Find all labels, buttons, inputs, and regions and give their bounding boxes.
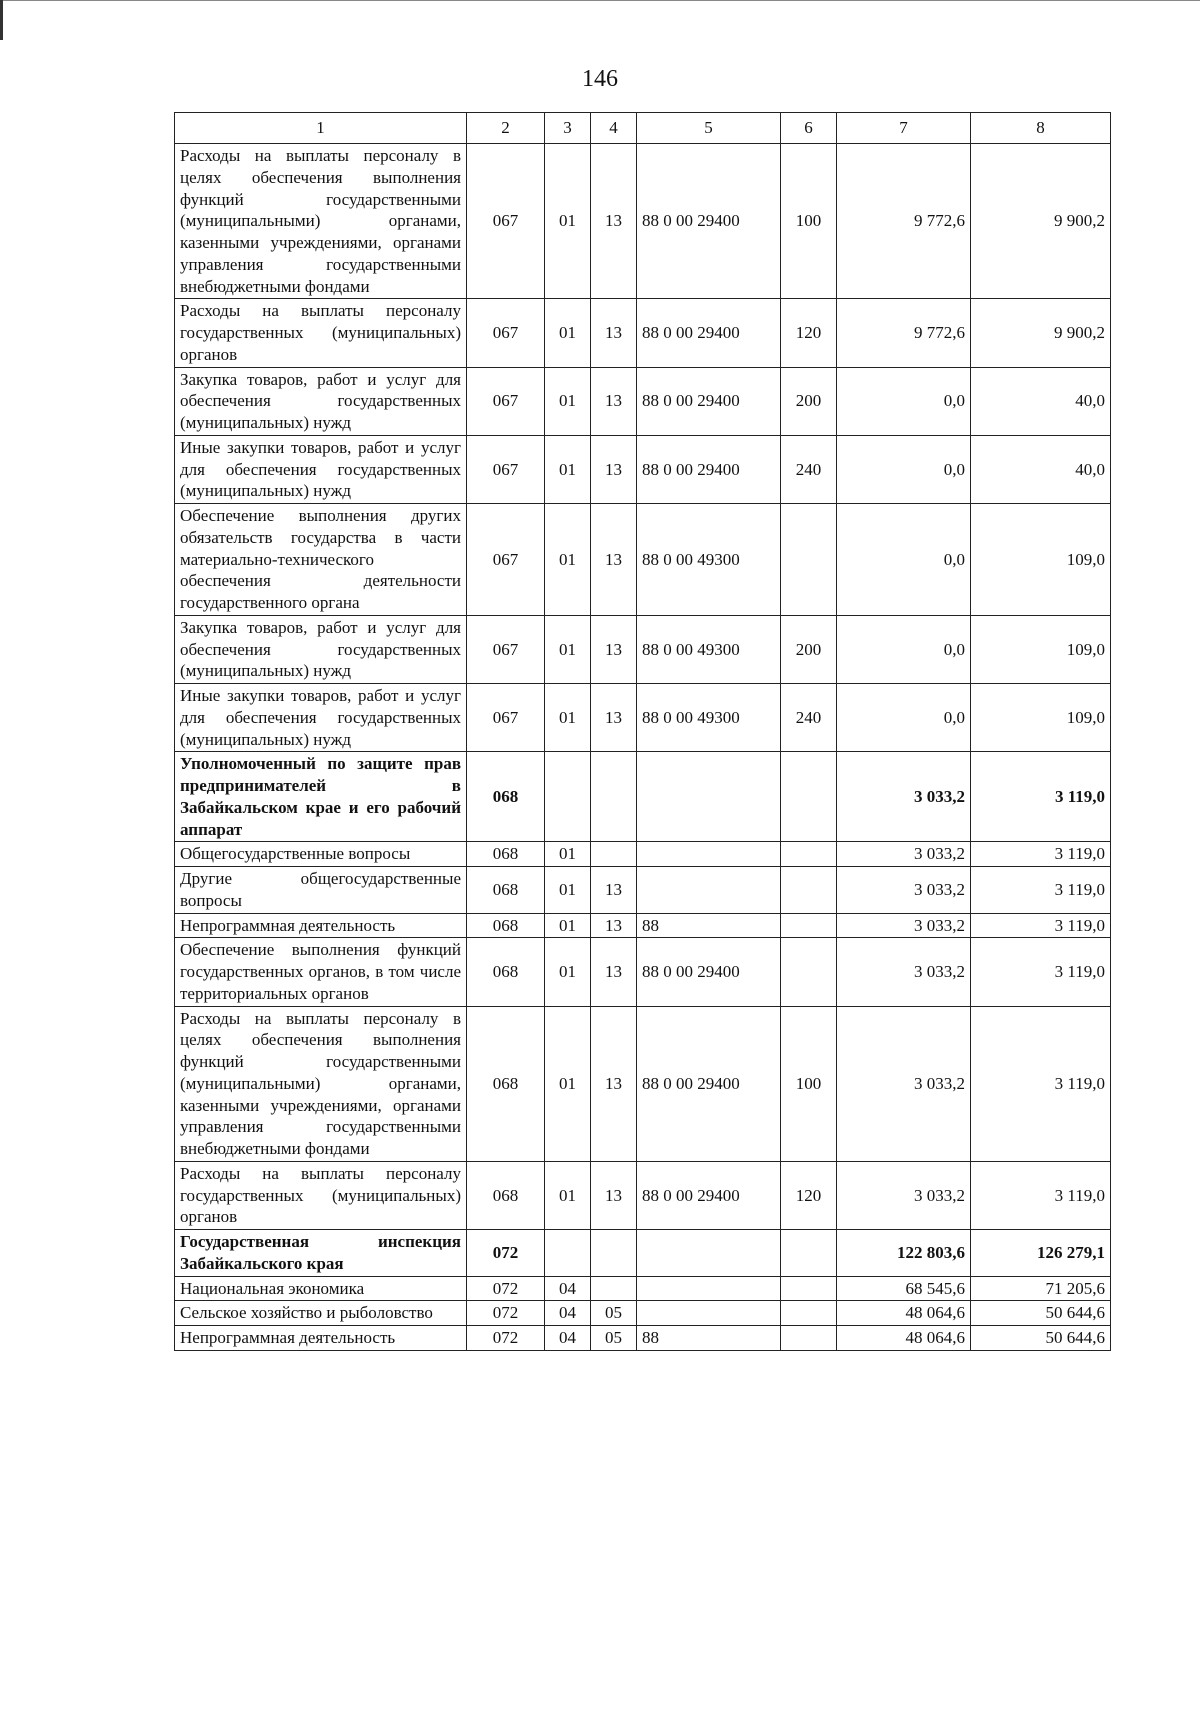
row-col-7: 3 033,2: [837, 938, 971, 1006]
page-number: 146: [582, 66, 618, 92]
row-name: Национальная экономика: [175, 1276, 467, 1301]
row-col-7: 0,0: [837, 367, 971, 435]
row-col-6: 200: [781, 615, 837, 683]
table-row: [175, 913, 1111, 938]
header-col-2: 2: [467, 113, 545, 144]
row-name: Непрограммная деятельность: [175, 1326, 467, 1351]
row-col-6: 120: [781, 299, 837, 367]
table-row-section-header: [175, 752, 1111, 842]
row-col-4: 13: [591, 367, 637, 435]
row-name: Сельское хозяйство и рыболовство: [175, 1301, 467, 1326]
row-col-6: [781, 1301, 837, 1326]
row-col-3: [545, 1230, 591, 1277]
row-col-7: 9 772,6: [837, 144, 971, 299]
row-col-4: 05: [591, 1326, 637, 1351]
row-col-3: 01: [545, 615, 591, 683]
table-row: [175, 1301, 1111, 1326]
row-col-8: 40,0: [971, 367, 1111, 435]
table-row: [175, 684, 1111, 752]
row-col-2: 068: [467, 913, 545, 938]
header-col-4: 4: [591, 113, 637, 144]
header-col-7: 7: [837, 113, 971, 144]
row-col-3: [545, 752, 591, 842]
row-col-7: 0,0: [837, 504, 971, 616]
table-body: [175, 144, 1111, 1351]
row-col-2: 068: [467, 1161, 545, 1229]
row-name: Иные закупки товаров, работ и услуг для обеспечения государственных (муниципальных) нужд: [175, 684, 467, 752]
row-name: Государственная инспекция Забайкальского края: [175, 1230, 467, 1277]
header-col-1: 1: [175, 113, 467, 144]
row-col-4: [591, 752, 637, 842]
row-col-7: 0,0: [837, 615, 971, 683]
row-col-6: 200: [781, 367, 837, 435]
row-col-8: 50 644,6: [971, 1301, 1111, 1326]
row-col-3: 01: [545, 144, 591, 299]
row-col-8: 3 119,0: [971, 913, 1111, 938]
table-row: [175, 504, 1111, 616]
row-col-5: [637, 1301, 781, 1326]
row-col-4: 13: [591, 144, 637, 299]
row-col-2: 067: [467, 615, 545, 683]
row-col-4: 13: [591, 504, 637, 616]
row-name: Непрограммная деятельность: [175, 913, 467, 938]
row-col-7: 122 803,6: [837, 1230, 971, 1277]
row-col-3: 01: [545, 299, 591, 367]
row-name: Обеспечение выполнения других обязательств государства в части материально-технического обеспечения деятельности государственного органа: [175, 504, 467, 616]
row-col-4: 13: [591, 913, 637, 938]
table-row: [175, 1161, 1111, 1229]
row-col-8: 109,0: [971, 504, 1111, 616]
row-col-5: 88 0 00 29400: [637, 1006, 781, 1161]
row-col-5: 88 0 00 49300: [637, 504, 781, 616]
row-col-5: [637, 752, 781, 842]
row-col-7: 3 033,2: [837, 1006, 971, 1161]
row-col-6: [781, 913, 837, 938]
row-col-2: 067: [467, 367, 545, 435]
row-col-3: 01: [545, 684, 591, 752]
header-col-8: 8: [971, 113, 1111, 144]
row-col-6: 120: [781, 1161, 837, 1229]
row-col-4: 13: [591, 938, 637, 1006]
row-col-7: 3 033,2: [837, 1161, 971, 1229]
row-col-4: 13: [591, 1161, 637, 1229]
row-col-8: 3 119,0: [971, 1006, 1111, 1161]
row-col-4: [591, 842, 637, 867]
row-col-6: 100: [781, 1006, 837, 1161]
row-col-4: 05: [591, 1301, 637, 1326]
row-name: Общегосударственные вопросы: [175, 842, 467, 867]
row-col-7: 3 033,2: [837, 913, 971, 938]
row-col-4: 13: [591, 684, 637, 752]
row-col-5: 88: [637, 1326, 781, 1351]
row-name: Обеспечение выполнения функций государственных органов, в том числе территориальных органов: [175, 938, 467, 1006]
row-col-6: [781, 867, 837, 914]
row-name: Расходы на выплаты персоналу в целях обеспечения выполнения функций государственными (муниципальными) органами, казенными учреждениями, органами управления государственными внебюджетными фондами: [175, 1006, 467, 1161]
row-col-2: 068: [467, 938, 545, 1006]
row-col-6: [781, 842, 837, 867]
row-col-4: 13: [591, 299, 637, 367]
row-col-3: 01: [545, 867, 591, 914]
row-col-5: 88 0 00 49300: [637, 615, 781, 683]
row-col-3: 01: [545, 913, 591, 938]
row-col-8: 50 644,6: [971, 1326, 1111, 1351]
row-col-2: 067: [467, 299, 545, 367]
row-col-5: 88 0 00 29400: [637, 299, 781, 367]
row-col-2: 067: [467, 504, 545, 616]
row-col-4: [591, 1276, 637, 1301]
row-col-6: 240: [781, 435, 837, 503]
row-col-8: 3 119,0: [971, 752, 1111, 842]
row-col-2: 068: [467, 752, 545, 842]
row-col-5: 88 0 00 29400: [637, 938, 781, 1006]
row-col-2: 072: [467, 1326, 545, 1351]
row-col-3: 01: [545, 504, 591, 616]
row-col-8: 3 119,0: [971, 1161, 1111, 1229]
row-col-6: [781, 1230, 837, 1277]
row-col-7: 3 033,2: [837, 867, 971, 914]
table-row: [175, 842, 1111, 867]
row-col-7: 9 772,6: [837, 299, 971, 367]
row-col-3: 04: [545, 1326, 591, 1351]
table-row-section-header: [175, 1230, 1111, 1277]
row-col-8: 3 119,0: [971, 867, 1111, 914]
row-name: Расходы на выплаты персоналу в целях обеспечения выполнения функций государственными (муниципальными) органами, казенными учреждениями, органами управления государственными внебюджетными фондами: [175, 144, 467, 299]
header-col-5: 5: [637, 113, 781, 144]
row-col-6: 100: [781, 144, 837, 299]
row-col-3: 01: [545, 1006, 591, 1161]
row-name: Закупка товаров, работ и услуг для обеспечения государственных (муниципальных) нужд: [175, 615, 467, 683]
row-col-4: 13: [591, 1006, 637, 1161]
row-col-7: 0,0: [837, 684, 971, 752]
row-col-6: [781, 504, 837, 616]
row-name: Расходы на выплаты персоналу государственных (муниципальных) органов: [175, 299, 467, 367]
row-col-2: 072: [467, 1230, 545, 1277]
row-col-3: 01: [545, 842, 591, 867]
row-col-8: 71 205,6: [971, 1276, 1111, 1301]
table-row: [175, 299, 1111, 367]
row-col-3: 04: [545, 1301, 591, 1326]
row-col-8: 3 119,0: [971, 938, 1111, 1006]
scan-edge-left: [0, 0, 3, 40]
row-col-8: 9 900,2: [971, 299, 1111, 367]
table-row: [175, 367, 1111, 435]
table-row: [175, 867, 1111, 914]
table-row: [175, 1276, 1111, 1301]
row-col-6: 240: [781, 684, 837, 752]
row-col-8: 9 900,2: [971, 144, 1111, 299]
row-col-5: [637, 1230, 781, 1277]
row-col-2: 068: [467, 842, 545, 867]
row-name: Уполномоченный по защите прав предпринимателей в Забайкальском крае и его рабочий аппарат: [175, 752, 467, 842]
row-name: Закупка товаров, работ и услуг для обеспечения государственных (муниципальных) нужд: [175, 367, 467, 435]
table-row: [175, 1006, 1111, 1161]
row-col-3: 01: [545, 367, 591, 435]
row-col-5: 88 0 00 29400: [637, 435, 781, 503]
row-col-5: 88: [637, 913, 781, 938]
table-row: [175, 938, 1111, 1006]
row-col-5: 88 0 00 29400: [637, 367, 781, 435]
row-col-6: [781, 1326, 837, 1351]
row-col-6: [781, 752, 837, 842]
header-col-3: 3: [545, 113, 591, 144]
header-col-6: 6: [781, 113, 837, 144]
row-col-2: 068: [467, 867, 545, 914]
row-col-2: 067: [467, 144, 545, 299]
row-col-8: 3 119,0: [971, 842, 1111, 867]
row-col-6: [781, 1276, 837, 1301]
row-col-8: 109,0: [971, 615, 1111, 683]
row-col-2: 072: [467, 1276, 545, 1301]
row-col-8: 40,0: [971, 435, 1111, 503]
row-col-4: 13: [591, 435, 637, 503]
header-row: [175, 113, 1111, 144]
row-col-4: 13: [591, 615, 637, 683]
row-col-2: 068: [467, 1006, 545, 1161]
row-col-3: 01: [545, 938, 591, 1006]
budget-table: [174, 112, 1111, 1351]
row-col-5: 88 0 00 29400: [637, 144, 781, 299]
table-row: [175, 144, 1111, 299]
row-col-2: 067: [467, 684, 545, 752]
row-col-3: 04: [545, 1276, 591, 1301]
row-col-7: 48 064,6: [837, 1326, 971, 1351]
row-col-7: 0,0: [837, 435, 971, 503]
row-col-8: 126 279,1: [971, 1230, 1111, 1277]
table-row: [175, 615, 1111, 683]
row-col-7: 3 033,2: [837, 842, 971, 867]
row-col-7: 48 064,6: [837, 1301, 971, 1326]
row-col-5: [637, 842, 781, 867]
row-col-8: 109,0: [971, 684, 1111, 752]
row-col-5: [637, 867, 781, 914]
scan-edge-top: [0, 0, 1200, 1]
row-col-4: [591, 1230, 637, 1277]
row-col-4: 13: [591, 867, 637, 914]
row-col-7: 68 545,6: [837, 1276, 971, 1301]
row-col-5: [637, 1276, 781, 1301]
row-col-6: [781, 938, 837, 1006]
row-col-5: 88 0 00 49300: [637, 684, 781, 752]
row-name: Иные закупки товаров, работ и услуг для обеспечения государственных (муниципальных) нужд: [175, 435, 467, 503]
row-col-3: 01: [545, 1161, 591, 1229]
row-col-2: 072: [467, 1301, 545, 1326]
row-col-7: 3 033,2: [837, 752, 971, 842]
row-name: Расходы на выплаты персоналу государственных (муниципальных) органов: [175, 1161, 467, 1229]
row-col-5: 88 0 00 29400: [637, 1161, 781, 1229]
row-name: Другие общегосударственные вопросы: [175, 867, 467, 914]
row-col-2: 067: [467, 435, 545, 503]
row-col-3: 01: [545, 435, 591, 503]
table-row: [175, 435, 1111, 503]
table-row: [175, 1326, 1111, 1351]
